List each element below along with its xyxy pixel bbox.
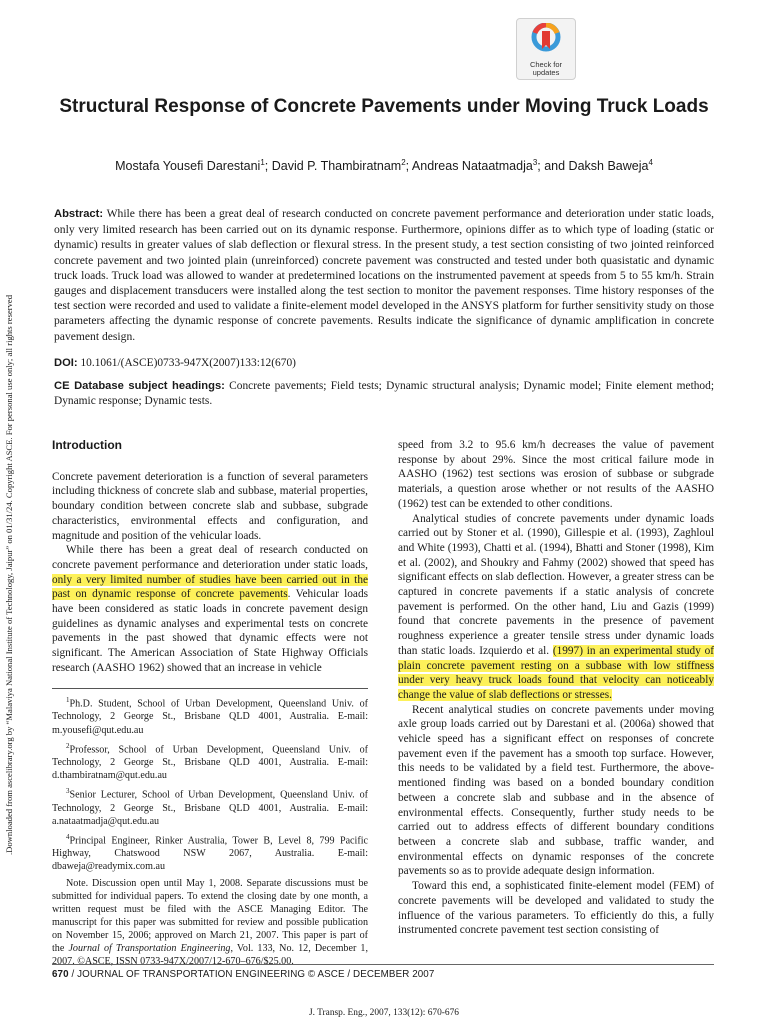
doi [54, 357, 714, 369]
highlighted-text: only a very limited number of studies have been carried out in the past on dynamic response of concrete pavements [52, 573, 368, 601]
paper-title: Structural Response of Concrete Pavements under Moving Truck Loads [59, 96, 709, 117]
section-heading-introduction: Introduction [52, 438, 122, 452]
citation: J. Transp. Eng., 2007, 133(12): 670-676 [308, 1008, 459, 1018]
journal-footer-text: / JOURNAL OF TRANSPORTATION ENGINEERING © ASCE / DECEMBER 2007 [68, 969, 435, 980]
author-affiliation-mark: 2 [401, 158, 406, 167]
author-name: David P. Thambiratnam [271, 159, 402, 174]
check-for-updates-label: Check for updates [529, 60, 563, 77]
right-paragraph-2: Analytical studies of concrete pavements under dynamic loads carried out by Stoner et al. (1990), Gillespie et al. (1993), Zaghloul and White (1993), Chatti et al. (1994), Bhatti and Stoner (1998), Kim et al. (2002), and Shoukry and Fahmy (2002) showed that speed has significant effects on slab deflection. However, a greater stress can be captured in concrete pavements if a static analysis of concrete pavement is performed. On the other hand, Liu and Gazis (1999) found that concrete pavements in the presence of pavement roughness experience a greater tensile stress under dynamic loads than static loads. Izquierdo et al. (1997) in an experimental study of plain concrete pavement resting on a subbase with low stiffness under very heavy truck loads found that velocity can noticeably change the value of slab deflections or stresses. [398, 512, 714, 701]
author-affiliation-mark: 4 [648, 158, 653, 167]
abstract-text: While there has been a great deal of research conducted on concrete pavement performance and deterioration under static loads, only very limited research has been carried out on its dynamic response. Furthermore, opinions differ as to which type of loading (static or dynamic) results in greater values of slab deflection or flexural stress. In the present study, a test section consisting of two jointed reinforced concrete pavement and two jointed plain (unreinforced) concrete pavement was constructed and tested under both quasistatic and dynamic truck loads. Truck load was allowed to wander at predetermined locations on the instrumented pavement at speeds from 5 to 55 km/h. Strain gauges and displacement transducers were installed along the test section to monitor the pavement responses. Time history responses of the test section were recorded and used to validate a finite-element model developed in the ANSYS platform for further sensitivity study on those parameters affecting the dynamic response of concrete pavements. Results indicate the significance of dynamic amplification in concrete pavement design. [54, 207, 714, 343]
author-name: Mostafa Yousefi Darestani [115, 159, 261, 174]
intro-paragraph-1: Concrete pavement deterioration is a function of several parameters including thickness of concrete slab and subbase, material properties, boundary condition between concrete slab and subbase, subgrade characteristics, environmental effects and configuration, and magnitude and position of the vehicular loads. [52, 470, 368, 542]
footnote: $^4$Principal Engineer, Rinker Australia, Tower B, Level 8, 799 Pacific Highway, Chatswood NSW 2067, Australia. E-mail: dbaweja@readymix.com.au [52, 832, 368, 873]
page-number: 670 [52, 969, 69, 980]
crossmark-icon [531, 23, 561, 55]
author-name: Andreas Nataatmadja [411, 159, 533, 174]
doi-label: DOI: [54, 357, 78, 369]
footnotes [52, 694, 368, 971]
author-affiliation-mark: 1 [260, 158, 265, 167]
right-paragraph-4: Toward this end, a sophisticated finite-element model (FEM) of concrete pavements will be developed and validated to study the influence of the various parameters. To efficiently do this, a fully instrumented concrete pavement test section consisting of [398, 880, 714, 937]
abstract [54, 206, 714, 344]
right-column [398, 438, 714, 938]
subject-headings [54, 379, 714, 409]
footnote: $^1$Ph.D. Student, School of Urban Development, Queensland Univ. of Technology, 2 George St., Brisbane QLD 4001, Australia. E-mail: m.yousefi@qut.edu.au [52, 696, 368, 736]
discussion-note: Note. Discussion open until May 1, 2008. Separate discussions must be submitted for individual papers. To extend the closing date by one month, a written request must be filed with the ASCE Managing Editor. The manuscript for this paper was submitted for review and possible publication on November 15, 2006; approved on March 21, 2007. This paper is part of the Journal of Transportation Engineering, Vol. 133, No. 12, December 1, 2007. ©ASCE, ISSN 0733-947X/2007/12-670–676/$25.00. [52, 877, 368, 968]
author-affiliation-mark: 3 [532, 158, 538, 167]
abstract-label: Abstract: [54, 208, 104, 220]
highlighted-text: (1997) in an experimental study of plain concrete pavement resting on a subbase with low stiffness under very heavy truck loads found that velocity can noticeably change the value of slab deflections or stresses. [398, 644, 714, 701]
footer-divider [52, 964, 714, 965]
download-sidebar [0, 155, 18, 855]
right-paragraph-3: Recent analytical studies on concrete pavements under moving axle group loads carried out by Darestani et al. (2006a) showed that vehicle speed has a significant effect on responses of concrete pavement even if the pavement has a smooth top surface. However, this needs to be validated by a field test. Furthermore, the above-mentioned finding was based on a bonded boundary condition between a concrete slab and subbase and in the absence of environmental effects. Consequently, further study needs to be carried out to address effects of different boundary conditions between a concrete slab and subbase, traffic wander, and environmental effects on dynamic responses of the concrete pavements so as to provide adequate design information. [398, 703, 714, 878]
subject-headings-value: Concrete pavements; Field tests; Dynamic structural analysis; Dynamic model; Finite element method; Dynamic response; Dynamic tests. [54, 380, 714, 408]
author-separator: ; [264, 159, 272, 174]
author-separator: ; [405, 159, 412, 174]
download-notice: Downloaded from ascelibrary.org by “Malaviya National Institute of Technology, Jaipur” on 01/31/24. Copyright ASCE. For personal use only; all rights reserved. [4, 294, 14, 855]
author-name: Daksh Baweja [568, 159, 649, 174]
footnote: $^3$Senior Lecturer, School of Urban Development, Queensland Univ. of Technology, 2 George St., Brisbane QLD 4001, Australia. E-mail: a.nataatmadja@qut.edu.au [52, 787, 368, 827]
author-separator: ; and [537, 159, 569, 174]
right-paragraph-1: speed from 3.2 to 95.6 km/h decreases the value of pavement response by about 29%. Since the most critical failure mode in AASHO (1962) test sections was erosion of subbase or subgrade materials, a question arose whether or not results of the AASHO (1962) test can be extended to other conditions. [398, 439, 714, 510]
left-column [52, 438, 368, 676]
doi-value[interactable]: 10.1061/(ASCE)0733-947X(2007)133:12(670) [77, 357, 296, 369]
footnote-divider [52, 688, 368, 689]
intro-paragraph-2: While there has been a great deal of research conducted on concrete pavement performance and deterioration under static loads, only a very limited number of studies have been carried out in the past on dynamic response of concrete pavements. Vehicular loads have been considered as static loads in concrete pavement design guidelines as dynamic analyses and experimental tests on concrete pavements in the past showed that dynamic effects were not significant. The American Association of State Highway Officials research (AASHO 1962) showed that an increase in vehicle [52, 544, 368, 674]
running-footer [52, 969, 434, 980]
check-for-updates-badge[interactable] [516, 18, 576, 80]
subject-headings-label: CE Database subject headings: [54, 380, 225, 392]
footnote: $^2$Professor, School of Urban Development, Queensland Univ. of Technology, 2 George St., Brisbane QLD 4001, Australia. E-mail: d.thambiratnam@qut.edu.au [52, 741, 368, 782]
author-list [50, 158, 718, 173]
